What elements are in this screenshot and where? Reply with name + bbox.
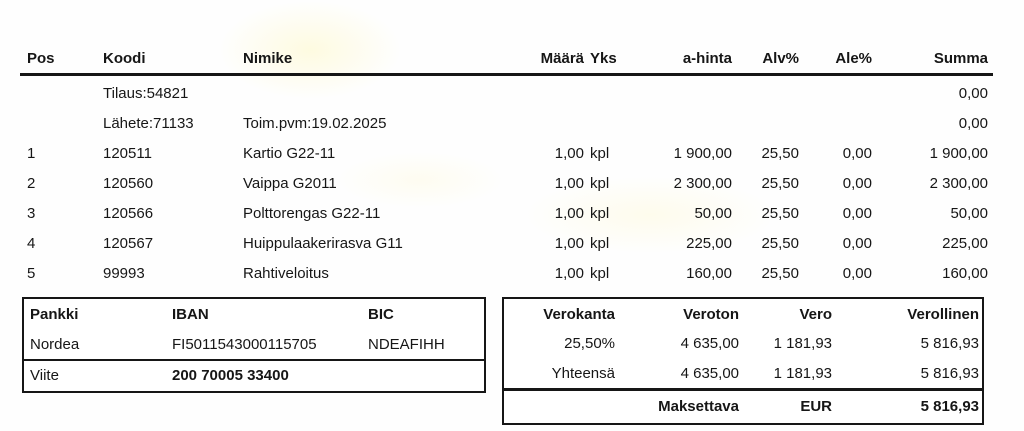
table-row-item-1 xyxy=(27,138,988,168)
cell-koodi: Lähete:71133 xyxy=(103,114,194,132)
vat-header-verollinen: Verollinen xyxy=(907,305,979,323)
vat-rate-row xyxy=(504,329,982,358)
cell-koodi: 99993 xyxy=(103,264,145,282)
cell-yks: kpl xyxy=(590,204,610,222)
cell-summa: 225,00 xyxy=(942,234,988,252)
cell-koodi: 120560 xyxy=(103,174,154,192)
table-row-delivery-info xyxy=(27,108,988,138)
col-header-nimike: Nimike xyxy=(243,50,293,67)
bank-data-row xyxy=(24,330,484,359)
cell-nimike: Huippulaakerirasva G11 xyxy=(243,234,403,252)
cell-alv: 25,50 xyxy=(761,234,799,252)
cell-alv: 25,50 xyxy=(761,144,799,162)
cell-nimike: Vaippa G2011 xyxy=(243,174,337,192)
vat-total-net: 4 635,00 xyxy=(680,364,739,382)
col-header-summa: Summa xyxy=(933,50,988,67)
cell-ale: 0,00 xyxy=(842,144,872,162)
vat-total-row xyxy=(504,358,982,388)
table-row-order-info xyxy=(27,78,988,108)
bank-name: Nordea xyxy=(30,336,80,353)
payable-currency: EUR xyxy=(800,397,832,415)
table-row-item-4 xyxy=(27,228,988,258)
bank-iban-value: FI5011543000115705 xyxy=(172,336,317,353)
cell-ale: 0,00 xyxy=(842,264,872,282)
cell-a-hinta: 50,00 xyxy=(694,204,732,222)
vat-header-veroton: Veroton xyxy=(683,305,739,323)
payable-amount: 5 816,93 xyxy=(920,397,979,415)
cell-nimike: Kartio G22-11 xyxy=(243,144,336,162)
cell-nimike: Polttorengas G22-11 xyxy=(243,204,381,222)
cell-ale: 0,00 xyxy=(842,204,872,222)
cell-yks: kpl xyxy=(590,144,610,162)
vat-total-label: Yhteensä xyxy=(551,364,615,382)
vat-total-gross: 5 816,93 xyxy=(920,364,979,382)
bank-header-pankki: Pankki xyxy=(30,306,79,323)
cell-koodi: 120566 xyxy=(103,204,154,222)
cell-koodi: Tilaus:54821 xyxy=(103,84,189,102)
table-row-item-2 xyxy=(27,168,988,198)
vat-tax: 1 181,93 xyxy=(773,335,832,352)
cell-alv: 25,50 xyxy=(761,204,799,222)
bank-details-box xyxy=(22,297,486,393)
payable-label: Maksettava xyxy=(658,397,739,415)
cell-alv: 25,50 xyxy=(761,174,799,192)
bank-bic-value: NDEAFIHH xyxy=(368,336,445,353)
cell-summa: 160,00 xyxy=(942,264,988,282)
cell-summa: 0,00 xyxy=(958,114,988,132)
cell-summa: 2 300,00 xyxy=(929,174,988,192)
vat-header-verokanta: Verokanta xyxy=(543,305,615,323)
reference-label: Viite xyxy=(30,366,59,384)
cell-yks: kpl xyxy=(590,264,610,282)
vat-rate: 25,50% xyxy=(564,335,615,352)
col-header-maara: Määrä xyxy=(540,50,584,67)
cell-maara: 1,00 xyxy=(554,174,584,192)
cell-pos: 1 xyxy=(27,144,36,162)
vat-gross: 5 816,93 xyxy=(920,335,979,352)
cell-ale: 0,00 xyxy=(842,174,872,192)
cell-summa: 1 900,00 xyxy=(929,144,988,162)
col-header-alv: Alv% xyxy=(762,50,799,67)
cell-pos: 3 xyxy=(27,204,36,222)
cell-yks: kpl xyxy=(590,174,610,192)
col-header-koodi: Koodi xyxy=(103,50,146,67)
cell-maara: 1,00 xyxy=(554,264,584,282)
header-rule xyxy=(20,73,993,76)
col-header-yks: Yks xyxy=(590,50,617,67)
cell-pos: 2 xyxy=(27,174,36,192)
reference-number: 200 70005 33400 xyxy=(172,366,289,384)
vat-summary-box xyxy=(502,297,984,425)
bank-header-iban: IBAN xyxy=(172,306,209,323)
cell-koodi: 120511 xyxy=(103,144,152,162)
cell-maara: 1,00 xyxy=(554,204,584,222)
table-header-row xyxy=(27,45,988,72)
bank-header-row xyxy=(24,299,484,330)
table-row-item-5 xyxy=(27,258,988,288)
cell-nimike: Toim.pvm:19.02.2025 xyxy=(243,114,387,132)
reference-row xyxy=(24,361,484,389)
cell-koodi: 120567 xyxy=(103,234,154,252)
cell-maara: 1,00 xyxy=(554,144,584,162)
line-items-table xyxy=(0,45,1024,288)
cell-yks: kpl xyxy=(590,234,610,252)
payable-row xyxy=(504,391,982,421)
col-header-pos: Pos xyxy=(27,50,55,67)
table-row-item-3 xyxy=(27,198,988,228)
col-header-a-hinta: a-hinta xyxy=(682,50,732,67)
vat-header-row xyxy=(504,299,982,329)
cell-nimike: Rahtiveloitus xyxy=(243,264,329,282)
cell-maara: 1,00 xyxy=(554,234,584,252)
vat-header-vero: Vero xyxy=(799,305,832,323)
cell-a-hinta: 1 900,00 xyxy=(673,144,732,162)
cell-pos: 4 xyxy=(27,234,36,252)
col-header-ale: Ale% xyxy=(835,50,872,67)
vat-net: 4 635,00 xyxy=(680,335,739,352)
vat-total-tax: 1 181,93 xyxy=(773,364,832,382)
cell-a-hinta: 2 300,00 xyxy=(673,174,732,192)
bank-header-bic: BIC xyxy=(368,306,394,323)
cell-summa: 0,00 xyxy=(958,84,988,102)
cell-ale: 0,00 xyxy=(842,234,872,252)
cell-alv: 25,50 xyxy=(761,264,799,282)
cell-summa: 50,00 xyxy=(950,204,988,222)
cell-pos: 5 xyxy=(27,264,36,282)
cell-a-hinta: 160,00 xyxy=(686,264,732,282)
cell-a-hinta: 225,00 xyxy=(686,234,732,252)
